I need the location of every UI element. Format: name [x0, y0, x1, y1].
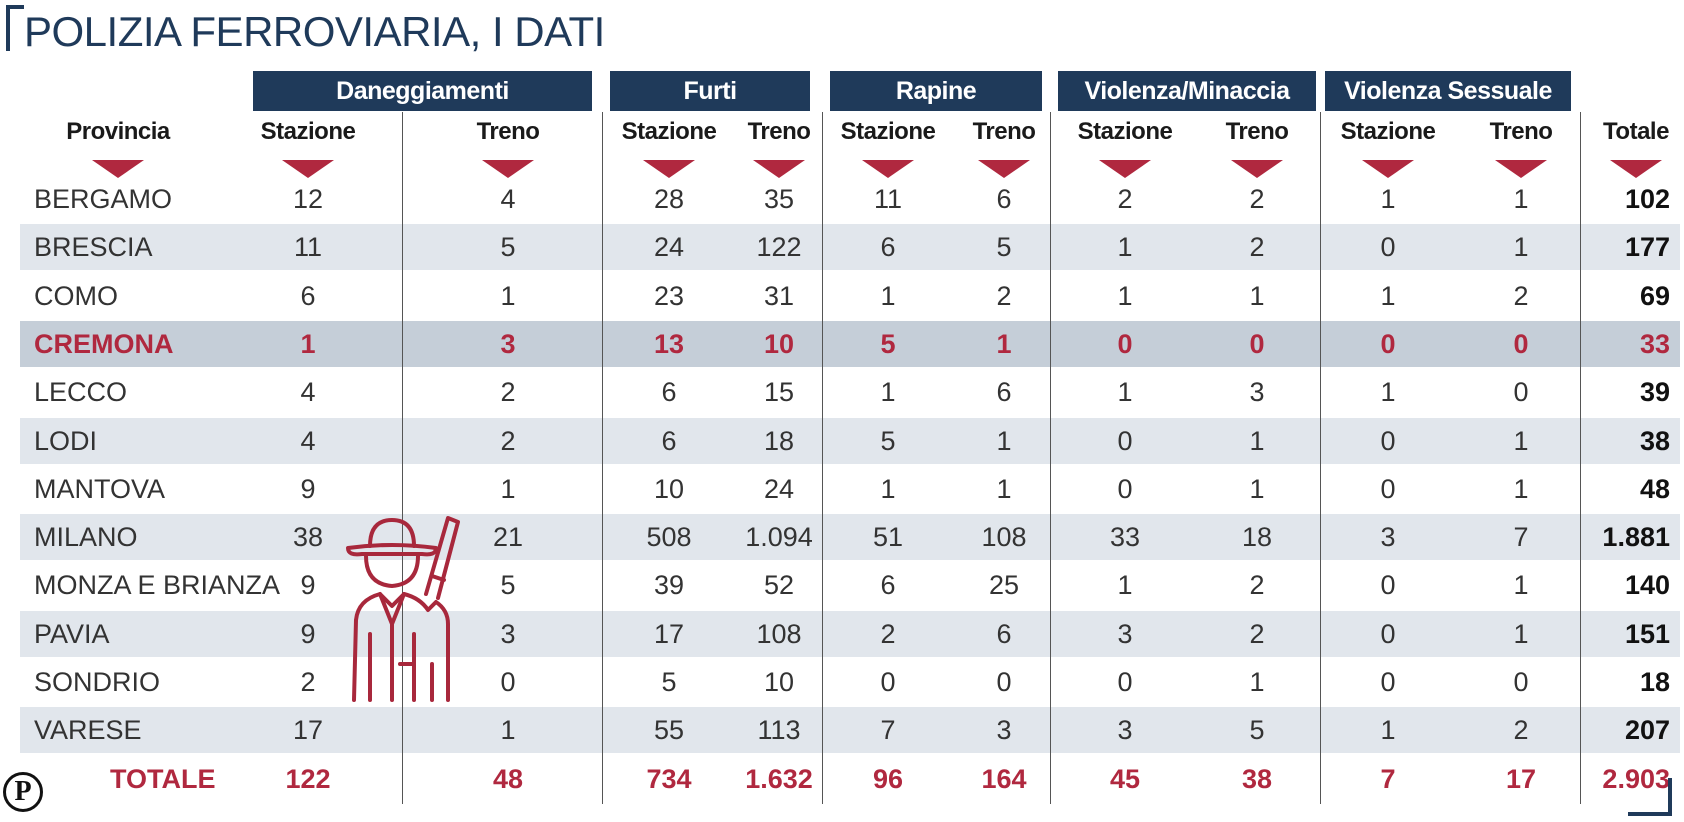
column-header: Stazione [260, 118, 356, 145]
data-cell: 2 [500, 425, 516, 456]
data-cell: 2 [1249, 232, 1265, 263]
data-cell: 4 [500, 184, 516, 214]
data-cell: 18 [1241, 522, 1273, 553]
group-header: Rapine [830, 71, 1042, 111]
data-cell: 39 [653, 570, 685, 601]
data-cell: 0 [1380, 425, 1396, 456]
data-cell: 35 [763, 184, 795, 214]
column-header: Totale [1603, 118, 1669, 145]
column-separator [1580, 112, 1581, 804]
data-cell: 1 [880, 377, 896, 408]
data-cell: 0 [1380, 232, 1396, 263]
data-cell: 24 [653, 232, 685, 263]
title-bracket [6, 5, 24, 51]
row-total: 177 [1624, 232, 1670, 263]
data-cell: 5 [880, 328, 896, 359]
row-total: 140 [1624, 570, 1670, 601]
data-cell: 1 [880, 280, 896, 311]
data-cell: 1 [1117, 377, 1133, 408]
data-cell: 2 [1513, 715, 1529, 746]
data-cell: 21 [492, 522, 524, 553]
data-cell: 0 [1380, 618, 1396, 649]
data-cell: 6 [661, 425, 677, 456]
data-cell: 1 [1513, 232, 1529, 263]
data-cell: 1 [1117, 570, 1133, 601]
publisher-logo-icon: P [3, 772, 43, 812]
group-header: Daneggiamenti [253, 71, 592, 111]
data-cell: 3 [1117, 715, 1133, 746]
data-cell: 108 [981, 522, 1027, 553]
data-cell: 1 [1380, 715, 1396, 746]
data-cell: 164 [981, 763, 1027, 794]
column-separator [822, 112, 823, 804]
data-cell: 9 [300, 473, 316, 504]
data-cell: 1 [1117, 280, 1133, 311]
data-cell: 1 [1249, 667, 1265, 697]
data-cell: 1 [996, 328, 1012, 359]
data-cell: 18 [763, 425, 795, 456]
data-cell: 2 [996, 280, 1012, 311]
data-cell: 3 [1380, 522, 1396, 553]
row-total: 151 [1624, 618, 1670, 649]
province-name: BERGAMO [34, 184, 173, 214]
data-cell: 122 [756, 232, 802, 263]
data-cell: 13 [653, 328, 685, 359]
data-cell: 1 [1249, 425, 1265, 456]
row-total: 38 [1639, 425, 1670, 456]
data-cell: 122 [285, 763, 331, 794]
province-name: CREMONA [34, 328, 174, 359]
row-total: 18 [1639, 667, 1670, 697]
data-cell: 108 [756, 618, 802, 649]
column-separator [602, 112, 603, 804]
column-header: Stazione [1340, 118, 1436, 145]
province-name: MANTOVA [34, 473, 166, 504]
corner-bracket [1628, 778, 1672, 816]
data-cell: 5 [1249, 715, 1265, 746]
province-name: SONDRIO [34, 667, 161, 697]
data-cell: 0 [500, 667, 516, 697]
data-cell: 48 [492, 763, 524, 794]
row-total: 2.903 [1602, 763, 1670, 794]
data-cell: 96 [872, 763, 904, 794]
data-cell: 1 [1513, 184, 1529, 214]
province-name: LODI [34, 425, 98, 456]
province-name: VARESE [34, 715, 142, 746]
column-header: Provincia [66, 118, 170, 145]
column-header: Treno [476, 118, 540, 145]
data-cell: 6 [300, 280, 316, 311]
data-cell: 17 [653, 618, 685, 649]
province-name: MILANO [34, 522, 138, 553]
data-cell: 2 [1117, 184, 1133, 214]
data-cell: 45 [1109, 763, 1141, 794]
data-cell: 25 [988, 570, 1020, 601]
data-cell: 23 [653, 280, 685, 311]
data-cell: 0 [1380, 328, 1396, 359]
row-total: 207 [1624, 715, 1670, 746]
group-header: Violenza Sessuale [1325, 71, 1571, 111]
column-header: Treno [1225, 118, 1289, 145]
data-cell: 6 [880, 232, 896, 263]
data-cell: 1 [880, 473, 896, 504]
data-cell: 113 [757, 715, 801, 746]
column-header: Stazione [1077, 118, 1173, 145]
data-cell: 5 [880, 425, 896, 456]
data-cell: 2 [1249, 570, 1265, 601]
data-cell: 0 [1117, 328, 1133, 359]
data-cell: 6 [996, 618, 1012, 649]
data-cell: 0 [1513, 377, 1529, 408]
province-name: LECCO [34, 377, 128, 408]
row-total: 1.881 [1602, 522, 1670, 553]
data-cell: 1 [1249, 280, 1265, 311]
data-cell: 508 [646, 522, 692, 553]
column-header: Treno [972, 118, 1036, 145]
data-cell: 10 [763, 328, 795, 359]
data-cell: 38 [292, 522, 324, 553]
data-cell: 1 [500, 280, 516, 311]
data-cell: 1 [500, 715, 516, 746]
province-name: BRESCIA [34, 232, 153, 263]
data-cell: 0 [1513, 667, 1529, 697]
data-cell: 17 [1505, 763, 1537, 794]
data-cell: 6 [661, 377, 677, 408]
data-cell: 2 [1513, 280, 1529, 311]
data-cell: 33 [1109, 522, 1141, 553]
row-total: 102 [1624, 184, 1670, 214]
data-cell: 1.094 [745, 522, 813, 553]
data-cell: 5 [500, 570, 516, 601]
data-cell: 1 [1513, 570, 1529, 601]
data-cell: 0 [880, 667, 896, 697]
column-header: Treno [1489, 118, 1553, 145]
data-cell: 6 [880, 570, 896, 601]
data-cell: 734 [646, 763, 692, 794]
column-header: Stazione [621, 118, 717, 145]
data-cell: 1 [1117, 232, 1133, 263]
data-cell: 24 [763, 473, 795, 504]
data-cell: 3 [996, 715, 1012, 746]
data-cell: 1 [996, 473, 1012, 504]
data-cell: 0 [1249, 328, 1265, 359]
data-cell: 4 [300, 377, 316, 408]
officer-illustration-icon [340, 514, 470, 704]
data-cell: 10 [763, 667, 795, 697]
data-cell: 0 [1380, 473, 1396, 504]
group-header: Furti [610, 71, 810, 111]
data-cell: 7 [880, 715, 896, 746]
data-cell: 3 [1117, 618, 1133, 649]
data-cell: 2 [1249, 618, 1265, 649]
province-name: PAVIA [34, 618, 110, 649]
data-cell: 0 [1117, 667, 1133, 697]
data-cell: 0 [1117, 473, 1133, 504]
data-cell: 11 [293, 232, 323, 263]
data-cell: 9 [300, 570, 316, 601]
data-cell: 1 [1513, 473, 1529, 504]
data-cell: 15 [763, 377, 795, 408]
data-cell: 0 [1513, 328, 1529, 359]
data-cell: 2 [300, 667, 316, 697]
data-cell: 28 [653, 184, 685, 214]
group-header: Violenza/Minaccia [1058, 71, 1316, 111]
data-cell: 1 [1249, 473, 1265, 504]
data-cell: 3 [500, 618, 516, 649]
data-cell: 5 [661, 667, 677, 697]
data-cell: 7 [1380, 763, 1396, 794]
data-cell: 1 [1513, 618, 1529, 649]
data-cell: 6 [996, 184, 1012, 214]
row-total: 48 [1639, 473, 1670, 504]
data-cell: 51 [872, 522, 904, 553]
data-cell: 4 [300, 425, 316, 456]
data-cell: 5 [500, 232, 516, 263]
row-total: 69 [1639, 280, 1670, 311]
data-cell: 0 [1380, 667, 1396, 697]
data-cell: 1 [1380, 184, 1396, 214]
province-name: COMO [34, 280, 118, 311]
column-separator [1050, 112, 1051, 804]
column-header: Treno [747, 118, 811, 145]
data-cell: 9 [300, 618, 316, 649]
data-cell: 1 [996, 425, 1012, 456]
province-name: MONZA E BRIANZA [34, 570, 281, 601]
page-title: POLIZIA FERROVIARIA, I DATI [24, 8, 605, 55]
data-cell: 7 [1513, 522, 1529, 553]
data-cell: 2 [500, 377, 516, 408]
data-cell: 1 [300, 328, 316, 359]
data-cell: 1 [500, 473, 516, 504]
data-cell: 0 [996, 667, 1012, 697]
data-cell: 52 [763, 570, 795, 601]
data-cell: 2 [1249, 184, 1265, 214]
data-cell: 1 [1380, 377, 1396, 408]
data-cell: 12 [292, 184, 324, 214]
row-total: 39 [1639, 377, 1670, 408]
row-total: 33 [1639, 328, 1670, 359]
data-cell: 1.632 [745, 763, 813, 794]
data-cell: 5 [996, 232, 1012, 263]
data-cell: 0 [1380, 570, 1396, 601]
data-cell: 10 [653, 473, 685, 504]
data-cell: 55 [653, 715, 685, 746]
data-cell: 0 [1117, 425, 1133, 456]
data-cell: 11 [873, 184, 903, 214]
data-cell: 31 [763, 280, 795, 311]
data-cell: 3 [1249, 377, 1265, 408]
column-separator [1320, 112, 1321, 804]
data-cell: 6 [996, 377, 1012, 408]
column-header: Stazione [840, 118, 936, 145]
data-cell: 1 [1380, 280, 1396, 311]
data-cell: 1 [1513, 425, 1529, 456]
province-name: TOTALE [110, 763, 216, 794]
data-cell: 2 [880, 618, 896, 649]
data-cell: 3 [500, 328, 516, 359]
data-cell: 38 [1241, 763, 1273, 794]
data-cell: 17 [292, 715, 324, 746]
